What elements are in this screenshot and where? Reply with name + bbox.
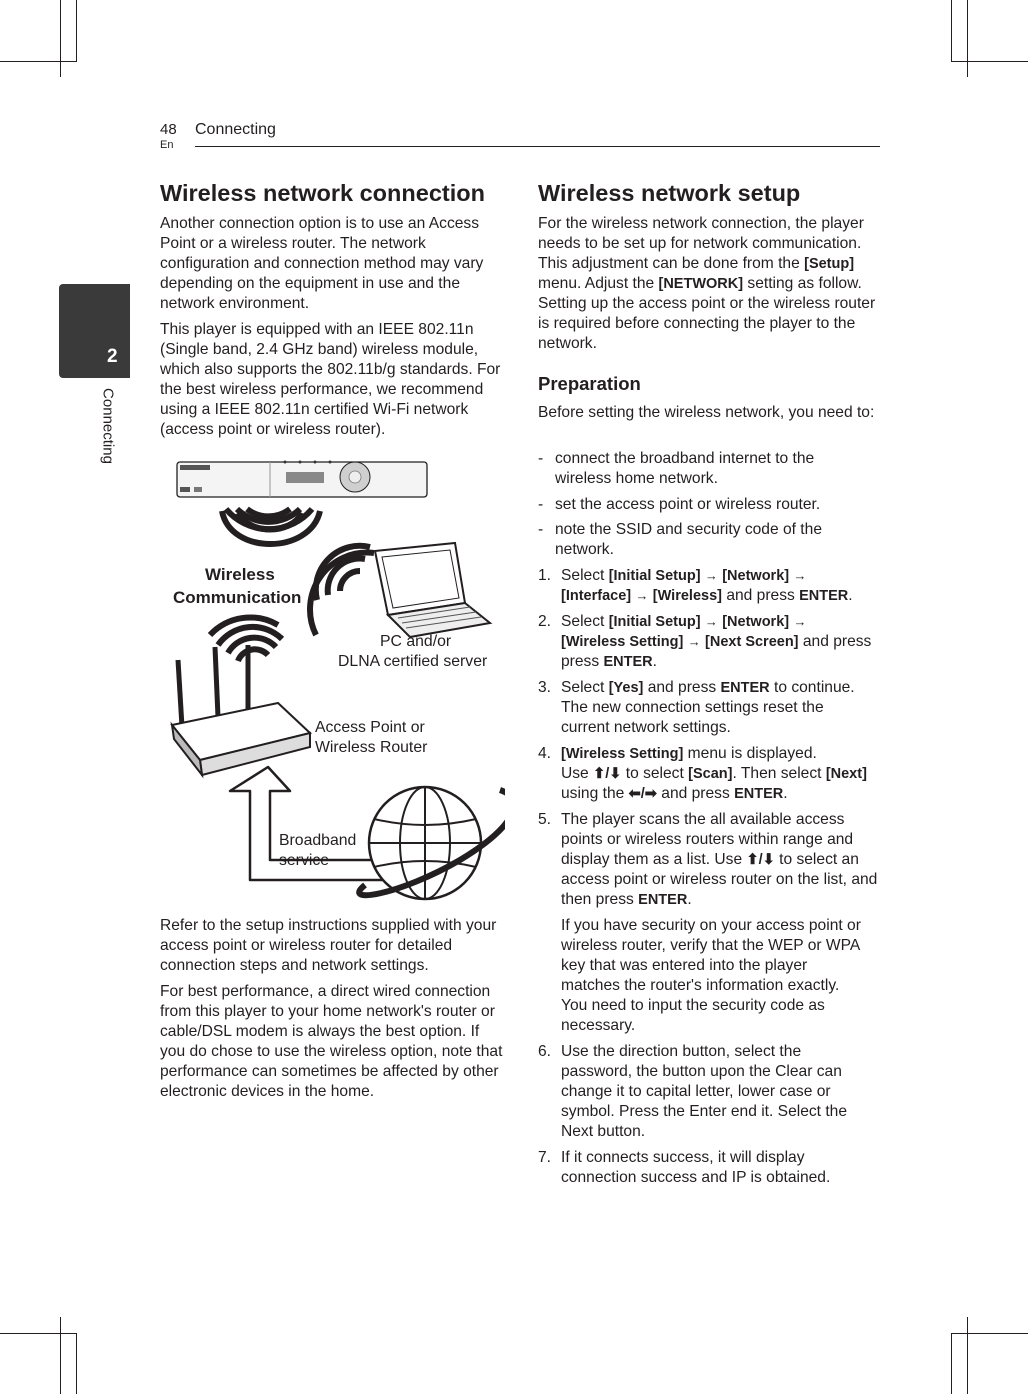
key-name: ENTER — [734, 786, 784, 802]
arrow-icon: → — [687, 634, 701, 649]
step-number: 1. — [538, 567, 552, 584]
router-icon — [172, 645, 310, 775]
text: and press — [798, 633, 872, 650]
wireless-waves-icon — [310, 546, 374, 635]
crop-mark — [951, 1333, 952, 1394]
step-number: 7. — [538, 1149, 552, 1166]
subsection-title: Preparation — [538, 373, 641, 394]
wireless-label: Communication — [173, 588, 302, 607]
menu-name: [Interface] — [561, 588, 632, 604]
bullet-dash: - — [538, 450, 544, 467]
menu-name: [Network] — [722, 614, 790, 630]
menu-name: [Yes] — [608, 680, 644, 696]
pc-label: PC and/or — [380, 633, 452, 650]
crop-mark — [60, 1317, 61, 1394]
menu-name: [Wireless] — [652, 588, 722, 604]
arrow-icon: → — [635, 588, 649, 603]
text: . Then select — [732, 765, 826, 782]
text: and press — [721, 587, 800, 604]
text: and press — [656, 785, 735, 802]
chapter-tab — [59, 284, 130, 378]
text: using the — [561, 785, 629, 802]
paragraph — [538, 214, 883, 354]
text: . — [783, 785, 788, 802]
list-item-text: connect the broadband internet to the wireless home network. — [555, 450, 815, 487]
arrow-icon: → — [793, 568, 807, 583]
text: . — [652, 653, 657, 670]
crop-mark — [967, 0, 968, 77]
crop-mark — [951, 1333, 1028, 1334]
bullet-dash: - — [538, 496, 544, 513]
globe-icon — [359, 787, 505, 899]
step-number: 2. — [538, 613, 552, 630]
player-device-icon — [177, 461, 427, 498]
crop-mark — [951, 61, 1028, 62]
menu-name: [Wireless Setting] — [561, 634, 684, 650]
up-down-arrow-icon: ⬆/⬇ — [593, 766, 622, 782]
step-number: 4. — [538, 745, 552, 762]
arrow-icon: → — [704, 568, 718, 583]
text: setting as follow. Setting up the access point or the wireless router is required before connecting the player to the network. — [538, 275, 876, 352]
text: to select — [621, 765, 689, 782]
text: . — [848, 587, 853, 604]
menu-name: [Wireless Setting] — [561, 746, 684, 762]
crop-mark — [76, 0, 77, 62]
section-title: Wireless network connection — [160, 180, 485, 206]
paragraph: If you have security on your access point or wireless router, verify that the WEP or WPA key that was entered into the player matches the router's information exactly. You need to input the security code as necessary. — [561, 917, 861, 1034]
pc-label: DLNA certified server — [338, 653, 488, 670]
text: menu. Adjust the — [538, 275, 659, 292]
paragraph: For best performance, a direct wired connection from this player to your home network's router or cable/DSL modem is always the best option. If you do chose to use the wireless option, note that performance can sometimes be affected by other electronic devices in the home. — [160, 983, 503, 1100]
menu-name: [Initial Setup] — [608, 568, 701, 584]
paragraph: Before setting the wireless network, you need to: — [538, 404, 875, 421]
chapter-label: Connecting — [99, 388, 117, 464]
text: . — [687, 891, 692, 908]
left-right-arrow-icon: ⬅/➡ — [628, 786, 657, 802]
key-name: ENTER — [603, 654, 653, 670]
step-number: 6. — [538, 1043, 552, 1060]
list-item-text — [561, 810, 879, 910]
crop-mark — [967, 1317, 968, 1394]
menu-name: [NETWORK] — [658, 276, 744, 292]
step-number: 3. — [538, 679, 552, 696]
bullet-dash: - — [538, 521, 544, 538]
crop-mark — [951, 0, 952, 62]
crop-mark — [0, 1333, 77, 1334]
text: to continue. The new connection settings reset the current network settings. — [561, 679, 855, 736]
list-item-text: If it connects success, it will display connection success and IP is obtained. — [561, 1149, 831, 1186]
crop-mark — [0, 61, 77, 62]
list-item-text — [561, 744, 883, 804]
up-down-arrow-icon: ⬆/⬇ — [746, 852, 775, 868]
paragraph: Another connection option is to use an Access Point or a wireless router. The network configuration and connection method may vary depending on the equipment in use and the network environment. — [160, 215, 484, 312]
text: Select — [561, 613, 609, 630]
text: Select — [561, 567, 609, 584]
access-point-label: Wireless Router — [315, 739, 428, 756]
menu-name: [Next Screen] — [705, 634, 799, 650]
text: press — [561, 653, 604, 670]
text: menu is displayed. — [683, 745, 817, 762]
menu-name: [Network] — [722, 568, 790, 584]
page-number: 48 — [160, 121, 177, 138]
broadband-label: service — [279, 852, 330, 869]
text: and press — [643, 679, 721, 696]
paragraph: Refer to the setup instructions supplied with your access point or wireless router for detailed connection steps and network settings. — [160, 917, 497, 974]
list-item-text — [561, 612, 881, 672]
page-language: En — [160, 139, 174, 151]
text: Use — [561, 765, 594, 782]
text: The player scans the all available access points or wireless routers within range and display them as a list. Use — [561, 811, 854, 868]
wireless-label: Wireless — [205, 565, 275, 584]
text: Select — [561, 679, 609, 696]
list-item-text — [561, 566, 881, 606]
access-point-label: Access Point or — [315, 719, 425, 736]
header-rule — [195, 146, 880, 147]
list-item-text: note the SSID and security code of the network. — [555, 521, 822, 558]
step-number: 5. — [538, 811, 552, 828]
menu-name: [Setup] — [804, 256, 855, 272]
list-item-text: Use the direction button, select the password, the button upon the Clear can change it to capital letter, lower case or symbol. Press the Enter end it. Select the Next button. — [561, 1043, 848, 1140]
key-name: ENTER — [720, 680, 770, 696]
laptop-icon — [375, 543, 490, 637]
list-item-text — [561, 678, 871, 738]
list-item-text: set the access point or wireless router. — [555, 496, 821, 513]
arrow-icon: → — [793, 614, 807, 629]
key-name: ENTER — [638, 892, 688, 908]
crop-mark — [76, 1333, 77, 1394]
key-name: ENTER — [799, 588, 849, 604]
menu-name: [Initial Setup] — [608, 614, 701, 630]
crop-mark — [60, 0, 61, 77]
menu-name: [Next] — [825, 766, 867, 782]
broadband-label: Broadband — [279, 832, 357, 849]
menu-name: [Scan] — [688, 766, 733, 782]
text: to select an access point or wireless router on the list, and then press — [561, 851, 878, 908]
arrow-icon: → — [704, 614, 718, 629]
paragraph: This player is equipped with an IEEE 802.11n (Single band, 2.4 GHz band) wireless module, which also supports the 802.11b/g standards. For the best wireless performance, we recommend using a IEEE 802.11n certified Wi-Fi network (access point or wireless router). — [160, 321, 501, 438]
wireless-waves-icon — [222, 509, 320, 544]
chapter-number: 2 — [107, 346, 118, 367]
section-title: Wireless network setup — [538, 180, 801, 206]
running-header: Connecting — [195, 121, 276, 138]
text: For the wireless network connection, the player needs to be set up for network communication. This adjustment can be done from the — [538, 215, 864, 272]
